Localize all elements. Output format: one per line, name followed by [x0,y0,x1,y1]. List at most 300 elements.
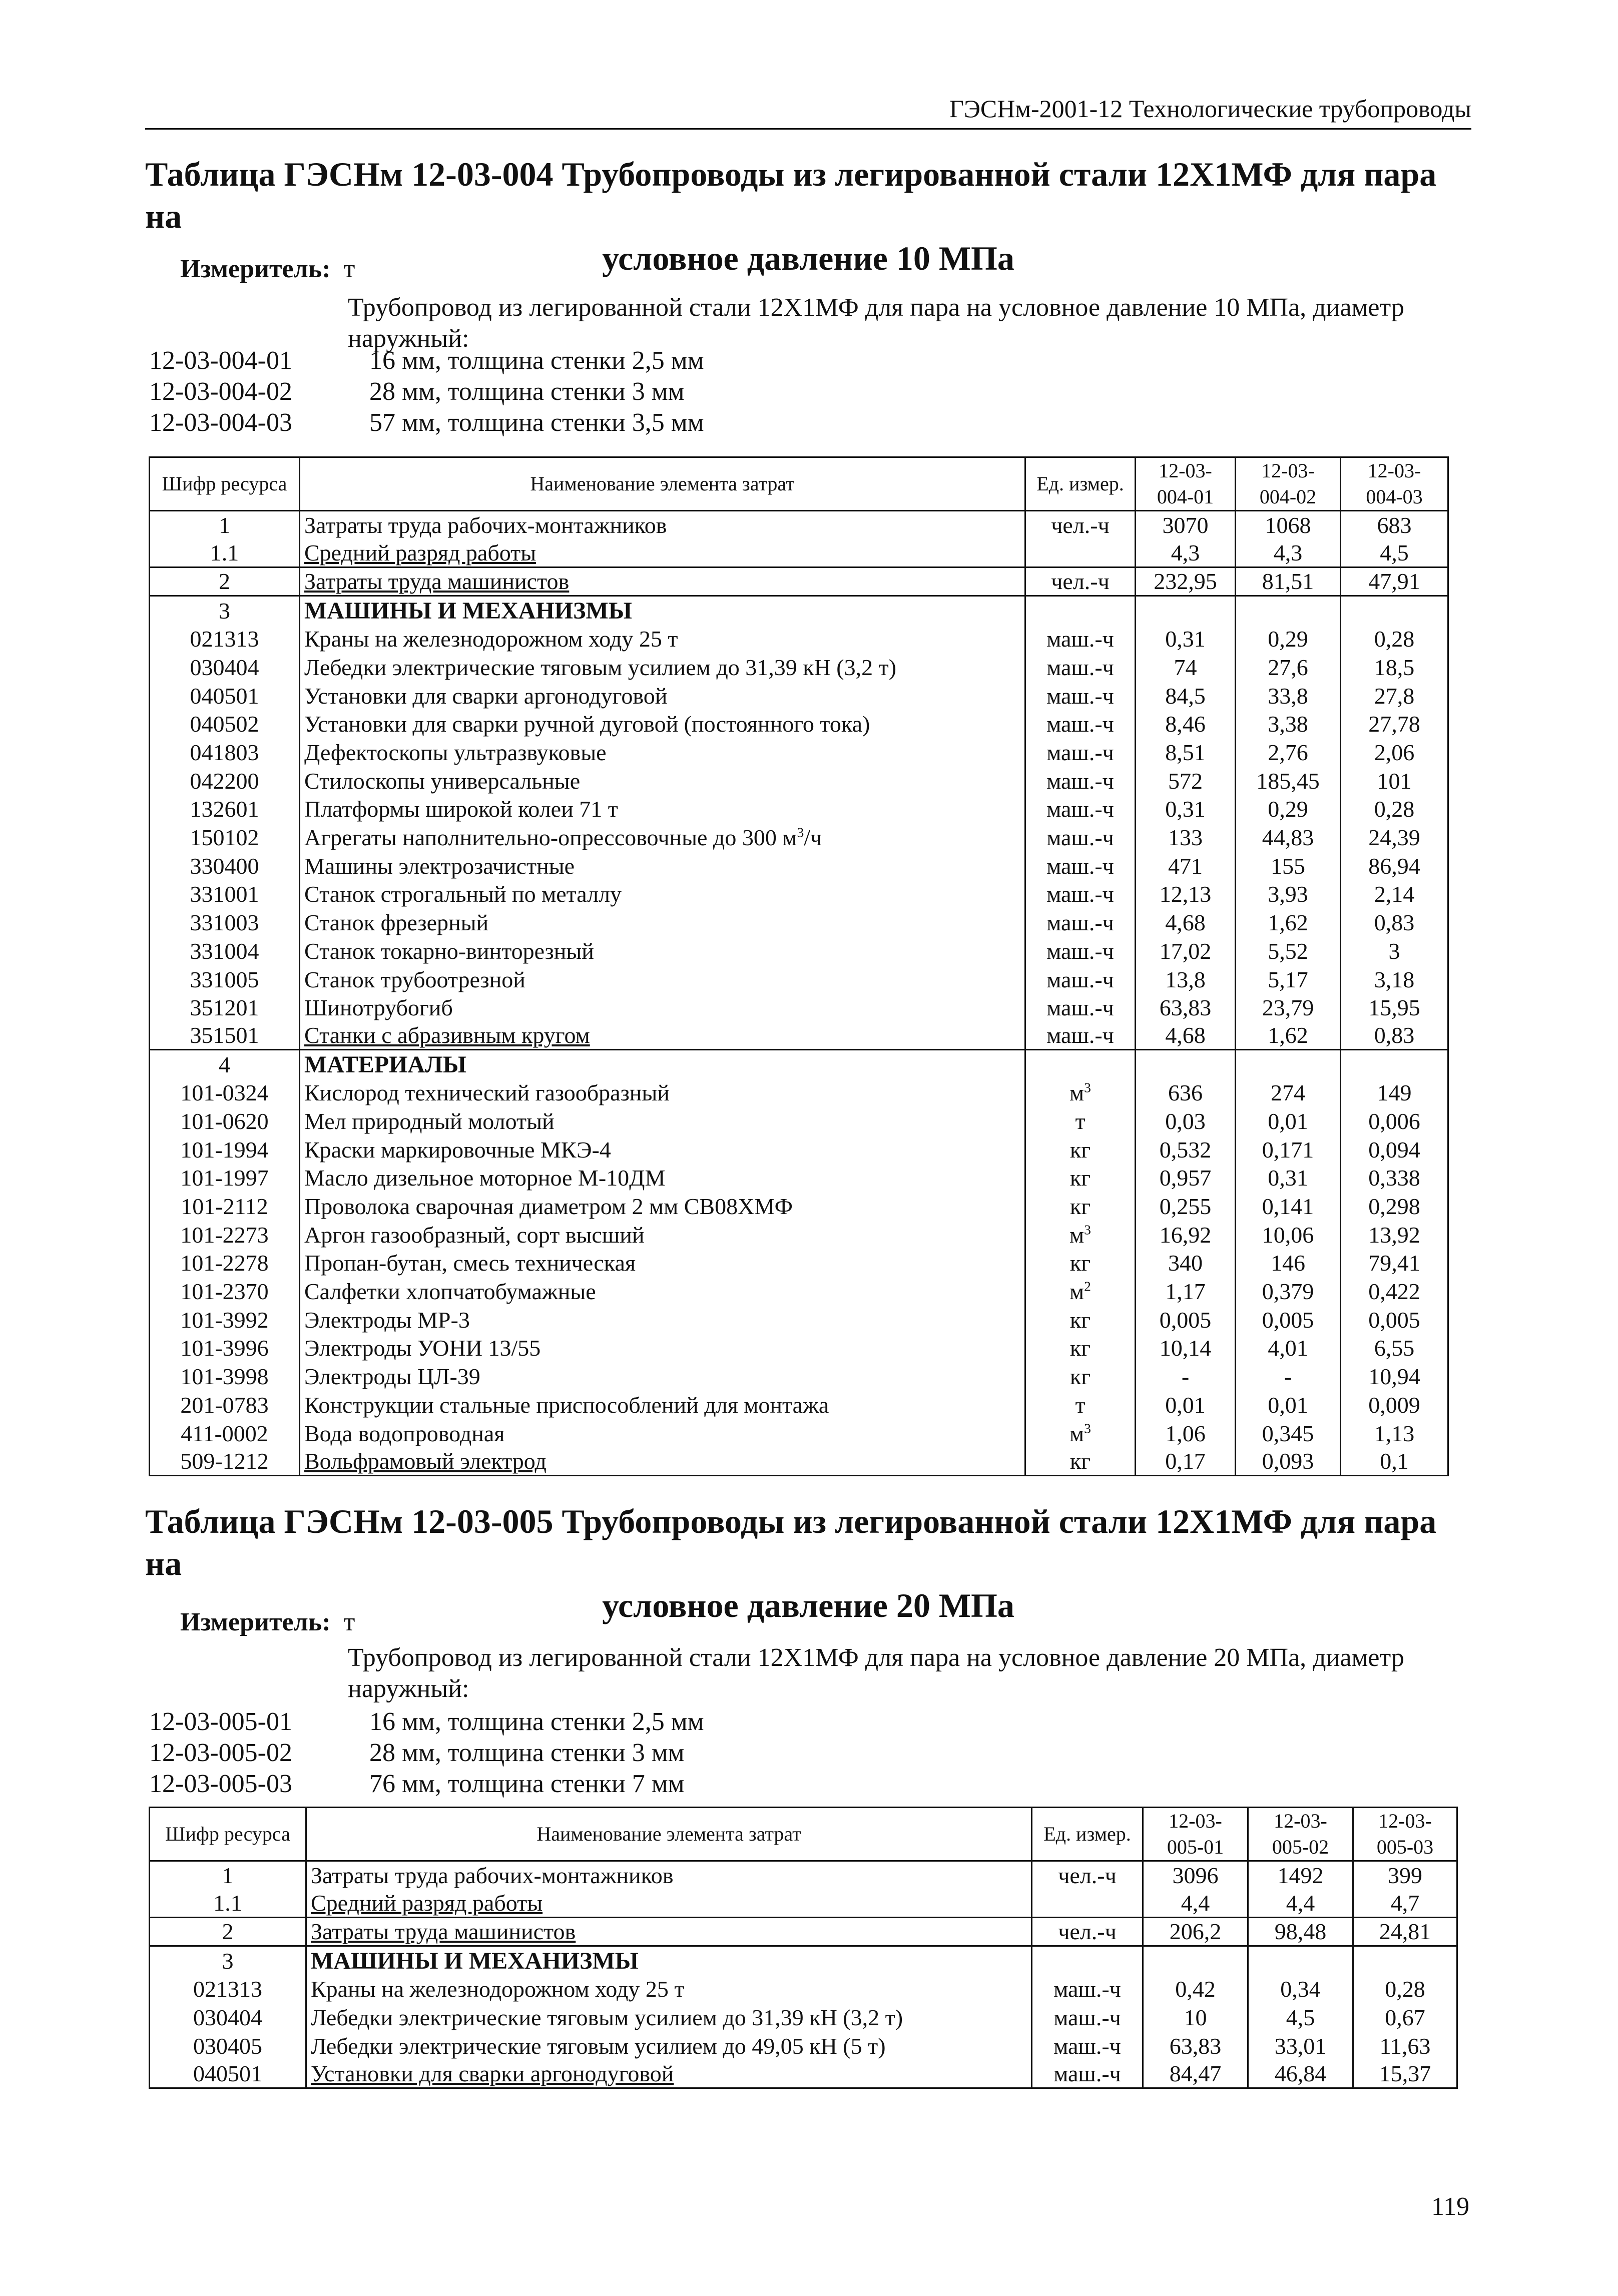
cell-value: 3 [1341,936,1448,965]
cell-value: 4,68 [1136,908,1236,936]
cell-unit: $м^3$ [1025,1078,1136,1107]
cell-value: - [1136,1362,1236,1390]
cell-value: 4,01 [1236,1334,1341,1362]
cell-unit: маш.-ч [1025,738,1136,766]
cell-code: 330400 [150,851,300,880]
cell-value: 133 [1136,823,1236,851]
cell-value: 0,03 [1136,1106,1236,1135]
table-row [150,1277,1448,1305]
cell-unit: маш.-ч [1025,653,1136,681]
cell-value: 15,95 [1341,993,1448,1022]
variant-text: 28 мм, толщина стенки 3 мм [369,1739,685,1767]
cell-value: 3,18 [1341,965,1448,993]
cell-value: 17,02 [1136,936,1236,965]
cell-value [1143,1946,1248,1975]
cell-name: Масло дизельное моторное М-10ДМ [300,1164,1025,1192]
cell-code: 101-3998 [150,1362,300,1390]
cell-value: 0,532 [1136,1135,1236,1164]
cell-value: 1,13 [1341,1419,1448,1447]
page-number: 119 [1431,2192,1470,2221]
cell-value: 4,3 [1136,539,1236,567]
variant-code: 12-03-005-03 [149,1770,292,1798]
cell-code: 101-3992 [150,1305,300,1334]
table2-resources [149,1807,1458,2089]
cell-value: 0,009 [1341,1390,1448,1419]
cell-value: 10,06 [1236,1220,1341,1249]
cell-name: Электроды МР-3 [300,1305,1025,1334]
cell-name: Стилоскопы универсальные [300,766,1025,795]
table-row [150,1861,1457,1890]
cell-value: 2,14 [1341,880,1448,908]
cell-name: Салфетки хлопчатобумажные [300,1277,1025,1305]
cell-code: 331003 [150,908,300,936]
cell-name: Станки с абразивным кругом [300,1021,1025,1050]
variant-text: 76 мм, толщина стенки 7 мм [369,1770,685,1798]
col-variant-header: 12-03- 004-01 [1136,457,1236,511]
cell-name: Дефектоскопы ультразвуковые [300,738,1025,766]
cell-name: Установки для сварки аргонодуговой [306,2060,1032,2088]
table-row [150,511,1448,539]
cell-code: 4 [150,1050,300,1078]
cell-code: 150102 [150,823,300,851]
cell-value: 0,67 [1353,2003,1457,2031]
cell-unit: чел.-ч [1032,1918,1143,1946]
cell-name: Затраты труда рабочих-монтажников [306,1861,1032,1890]
table1-meter [180,254,355,284]
cell-value: 0,29 [1236,625,1341,653]
cell-code: 2 [150,567,300,596]
cell-value: 1,62 [1236,908,1341,936]
table-row [150,1889,1457,1918]
cell-value: 10,14 [1136,1334,1236,1362]
cell-value: 0,31 [1136,625,1236,653]
cell-unit: маш.-ч [1025,936,1136,965]
table-row [150,1975,1457,2003]
table1-meter-label: Измеритель: [180,255,331,283]
cell-code: 101-3996 [150,1334,300,1362]
cell-name: Аргон газообразный, сорт высший [300,1220,1025,1249]
table-row [150,567,1448,596]
table2-body [150,1861,1457,2088]
variant-code: 12-03-004-02 [149,377,292,406]
cell-unit: маш.-ч [1032,2003,1143,2031]
cell-value: 3,93 [1236,880,1341,908]
cell-value: 155 [1236,851,1341,880]
cell-value: 18,5 [1341,653,1448,681]
cell-value: 4,4 [1248,1889,1353,1918]
cell-code: 021313 [150,625,300,653]
cell-name: Краны на железнодорожном ходу 25 т [300,625,1025,653]
table2-meter [180,1607,355,1637]
cell-name: Агрегаты наполнительно-опрессовочные до 300 $м^3/ч$ [300,823,1025,851]
cell-code: 040501 [150,2060,306,2088]
table2-title-line2: условное давление 20 МПа [602,1586,1014,1624]
table-row [150,1135,1448,1164]
cell-code: 101-2112 [150,1192,300,1220]
cell-value: 0,957 [1136,1164,1236,1192]
cell-unit: кг [1025,1305,1136,1334]
cell-value: 146 [1236,1249,1341,1277]
cell-unit: маш.-ч [1025,851,1136,880]
cell-name: Вольфрамовый электрод [300,1447,1025,1476]
table-row [150,1220,1448,1249]
cell-value: 4,4 [1143,1889,1248,1918]
cell-value: 0,34 [1248,1975,1353,2003]
cell-unit: маш.-ч [1032,2060,1143,2088]
cell-unit: $м^3$ [1025,1419,1136,1447]
cell-value: 1,62 [1236,1021,1341,1050]
cell-value: 0,01 [1236,1390,1341,1419]
cell-value: 1068 [1236,511,1341,539]
cell-value: 3096 [1143,1861,1248,1890]
table1-description: Трубопровод из легированной стали 12Х1МФ для пара на условное давление 10 МПа, диаметр наружный: [348,293,1404,353]
cell-name: Затраты труда рабочих-монтажников [300,511,1025,539]
cell-code: 3 [150,596,300,625]
table2-meter-label: Измеритель: [180,1608,331,1636]
cell-code: 030405 [150,2031,306,2060]
cell-unit: маш.-ч [1025,1021,1136,1050]
cell-value: 1,17 [1136,1277,1236,1305]
cell-value: 3070 [1136,511,1236,539]
cell-unit: $м^3$ [1025,1220,1136,1249]
cell-unit [1025,539,1136,567]
cell-value: 63,83 [1136,993,1236,1022]
cell-value [1248,1946,1353,1975]
cell-name: Пропан-бутан, смесь техническая [300,1249,1025,1277]
cell-value: 12,13 [1136,880,1236,908]
cell-value: 23,79 [1236,993,1341,1022]
cell-value: 0,83 [1341,1021,1448,1050]
cell-name: МАШИНЫ И МЕХАНИЗМЫ [300,596,1025,625]
cell-unit: кг [1025,1334,1136,1362]
table-row [150,1164,1448,1192]
table-row [150,1021,1448,1050]
cell-value [1341,596,1448,625]
cell-unit: кг [1025,1362,1136,1390]
cell-unit: маш.-ч [1025,993,1136,1022]
cell-unit: кг [1025,1249,1136,1277]
cell-value: 84,5 [1136,681,1236,710]
cell-value: 74 [1136,653,1236,681]
cell-value: 206,2 [1143,1918,1248,1946]
table-row [150,766,1448,795]
cell-unit: маш.-ч [1025,625,1136,653]
col-code-header: Шифр ресурса [150,457,300,511]
cell-value: 0,01 [1236,1106,1341,1135]
col-variant-header: 12-03- 005-02 [1248,1808,1353,1861]
cell-value: 4,7 [1353,1889,1457,1918]
cell-unit: маш.-ч [1025,710,1136,738]
cell-value: 0,005 [1236,1305,1341,1334]
cell-name: Платформы широкой колеи 71 т [300,795,1025,823]
table-row [150,908,1448,936]
cell-value: 0,28 [1341,625,1448,653]
cell-unit: кг [1025,1135,1136,1164]
cell-name: Вода водопроводная [300,1419,1025,1447]
table2-description: Трубопровод из легированной стали 12Х1МФ для пара на условное давление 20 МПа, диаметр наружный: [348,1643,1404,1703]
cell-code: 1 [150,1861,306,1890]
running-header: ГЭСНм-2001-12 Технологические трубопроводы [949,95,1471,123]
cell-value: 27,8 [1341,681,1448,710]
cell-value: 2,76 [1236,738,1341,766]
cell-value: 4,3 [1236,539,1341,567]
table-row [150,596,1448,625]
cell-unit: маш.-ч [1025,880,1136,908]
cell-unit: кг [1025,1192,1136,1220]
table-row [150,1946,1457,1975]
col-variant-header: 12-03- 005-01 [1143,1808,1248,1861]
table-row [150,1447,1448,1476]
cell-value: 683 [1341,511,1448,539]
cell-value: 0,422 [1341,1277,1448,1305]
cell-unit: маш.-ч [1025,766,1136,795]
cell-value: 86,94 [1341,851,1448,880]
cell-code: 042200 [150,766,300,795]
cell-code: 021313 [150,1975,306,2003]
cell-code: 040501 [150,681,300,710]
cell-unit: чел.-ч [1025,511,1136,539]
cell-value: 63,83 [1143,2031,1248,2060]
cell-value: 27,6 [1236,653,1341,681]
cell-name: Электроды ЦЛ-39 [300,1362,1025,1390]
cell-unit: маш.-ч [1025,965,1136,993]
col-unit-header: Ед. измер. [1025,457,1136,511]
cell-code: 3 [150,1946,306,1975]
cell-value: 33,8 [1236,681,1341,710]
cell-code: 1.1 [150,1889,306,1918]
cell-unit: кг [1025,1447,1136,1476]
table-row [150,1106,1448,1135]
table-row [150,823,1448,851]
cell-value: 15,37 [1353,2060,1457,2088]
table-row [150,1362,1448,1390]
cell-value: 0,094 [1341,1135,1448,1164]
cell-value: 13,8 [1136,965,1236,993]
cell-value: 185,45 [1236,766,1341,795]
cell-value [1136,1050,1236,1078]
cell-name: Станок строгальный по металлу [300,880,1025,908]
cell-name: Затраты труда машинистов [300,567,1025,596]
cell-code: 101-0324 [150,1078,300,1107]
cell-name: Станок токарно-винторезный [300,936,1025,965]
cell-code: 101-2278 [150,1249,300,1277]
cell-name: Машины электрозачистные [300,851,1025,880]
cell-value: 6,55 [1341,1334,1448,1362]
cell-value: 1492 [1248,1861,1353,1890]
cell-value: 44,83 [1236,823,1341,851]
table-row [150,2031,1457,2060]
cell-value: 47,91 [1341,567,1448,596]
cell-unit: чел.-ч [1032,1861,1143,1890]
cell-value: 149 [1341,1078,1448,1107]
cell-code: 351501 [150,1021,300,1050]
variant-code: 12-03-004-01 [149,346,292,375]
cell-code: 411-0002 [150,1419,300,1447]
cell-value: 0,83 [1341,908,1448,936]
table-row [150,1192,1448,1220]
variant-text: 16 мм, толщина стенки 2,5 мм [369,1707,704,1736]
table-row [150,625,1448,653]
cell-value: - [1236,1362,1341,1390]
table1-meter-value: т [343,255,355,283]
table2-title-line1: Таблица ГЭСНм 12-03-005 Трубопроводы из легированной стали 12Х1МФ для пара на [145,1502,1437,1582]
table-row [150,993,1448,1022]
cell-value: 340 [1136,1249,1236,1277]
cell-value [1136,596,1236,625]
cell-value: 3,38 [1236,710,1341,738]
col-variant-header: 12-03- 004-02 [1236,457,1341,511]
cell-value: 0,1 [1341,1447,1448,1476]
cell-value: 5,17 [1236,965,1341,993]
col-name-header: Наименование элемента затрат [306,1808,1032,1861]
cell-value: 11,63 [1353,2031,1457,2060]
cell-value: 0,29 [1236,795,1341,823]
cell-name: Конструкции стальные приспособлений для монтажа [300,1390,1025,1419]
cell-value: 13,92 [1341,1220,1448,1249]
cell-value: 0,379 [1236,1277,1341,1305]
cell-name: Краны на железнодорожном ходу 25 т [306,1975,1032,2003]
cell-code: 101-0620 [150,1106,300,1135]
table-row [150,1249,1448,1277]
cell-value: 0,298 [1341,1192,1448,1220]
table1-title-line1: Таблица ГЭСНм 12-03-004 Трубопроводы из легированной стали 12Х1МФ для пара на [145,155,1437,235]
cell-name: Кислород технический газообразный [300,1078,1025,1107]
cell-value: 0,338 [1341,1164,1448,1192]
cell-unit: кг [1025,1164,1136,1192]
cell-name: Лебедки электрические тяговым усилием до 49,05 кН (5 т) [306,2031,1032,2060]
cell-name: Лебедки электрические тяговым усилием до 31,39 кН (3,2 т) [300,653,1025,681]
cell-name: Мел природный молотый [300,1106,1025,1135]
cell-value: 8,51 [1136,738,1236,766]
cell-value: 101 [1341,766,1448,795]
cell-code: 101-2273 [150,1220,300,1249]
cell-value: 0,42 [1143,1975,1248,2003]
col-code-header: Шифр ресурса [150,1808,306,1861]
table2-meter-value: т [343,1608,355,1636]
table-row [150,1334,1448,1362]
cell-value: 24,81 [1353,1918,1457,1946]
cell-code: 030404 [150,2003,306,2031]
cell-value: 399 [1353,1861,1457,1890]
cell-value: 0,31 [1136,795,1236,823]
cell-code: 331004 [150,936,300,965]
header-rule [145,128,1471,130]
cell-value: 0,345 [1236,1419,1341,1447]
cell-value [1353,1946,1457,1975]
cell-value: 572 [1136,766,1236,795]
cell-code: 040502 [150,710,300,738]
cell-code: 030404 [150,653,300,681]
cell-value: 0,28 [1353,1975,1457,2003]
cell-name: МАШИНЫ И МЕХАНИЗМЫ [306,1946,1032,1975]
cell-value: 4,5 [1341,539,1448,567]
cell-name: МАТЕРИАЛЫ [300,1050,1025,1078]
cell-value: 33,01 [1248,2031,1353,2060]
variant-code: 12-03-005-01 [149,1707,292,1736]
table1-title-line2: условное давление 10 МПа [602,239,1014,277]
cell-value: 0,31 [1236,1164,1341,1192]
cell-value: 5,52 [1236,936,1341,965]
cell-value: 0,006 [1341,1106,1448,1135]
cell-unit: маш.-ч [1032,2031,1143,2060]
cell-unit: маш.-ч [1032,1975,1143,2003]
cell-value: 0,141 [1236,1192,1341,1220]
col-unit-header: Ед. измер. [1032,1808,1143,1861]
table-row [150,710,1448,738]
cell-value: 0,01 [1136,1390,1236,1419]
cell-value [1236,1050,1341,1078]
cell-code: 1 [150,511,300,539]
cell-value: 471 [1136,851,1236,880]
cell-value: 232,95 [1136,567,1236,596]
cell-code: 101-2370 [150,1277,300,1305]
table-row [150,1419,1448,1447]
cell-code: 351201 [150,993,300,1022]
cell-value: 274 [1236,1078,1341,1107]
cell-value: 27,78 [1341,710,1448,738]
cell-code: 2 [150,1918,306,1946]
cell-code: 201-0783 [150,1390,300,1419]
cell-name: Лебедки электрические тяговым усилием до 31,39 кН (3,2 т) [306,2003,1032,2031]
cell-value: 0,093 [1236,1447,1341,1476]
cell-value: 0,17 [1136,1447,1236,1476]
cell-name: Электроды УОНИ 13/55 [300,1334,1025,1362]
cell-unit: т [1025,1106,1136,1135]
cell-unit: маш.-ч [1025,823,1136,851]
cell-name: Краски маркировочные МКЭ-4 [300,1135,1025,1164]
cell-value: 2,06 [1341,738,1448,766]
table-row [150,1390,1448,1419]
cell-unit: т [1025,1390,1136,1419]
cell-unit [1032,1889,1143,1918]
table-row [150,851,1448,880]
variant-text: 57 мм, толщина стенки 3,5 мм [369,408,704,437]
col-variant-header: 12-03- 004-03 [1341,457,1448,511]
cell-unit: $м^2$ [1025,1277,1136,1305]
cell-unit [1032,1946,1143,1975]
cell-value: 24,39 [1341,823,1448,851]
cell-code: 041803 [150,738,300,766]
cell-code: 101-1994 [150,1135,300,1164]
cell-value: 0,28 [1341,795,1448,823]
table-row [150,936,1448,965]
cell-value: 10,94 [1341,1362,1448,1390]
table-row [150,880,1448,908]
cell-value: 636 [1136,1078,1236,1107]
cell-name: Установки для сварки ручной дуговой (постоянного тока) [300,710,1025,738]
variant-text: 16 мм, толщина стенки 2,5 мм [369,346,704,375]
cell-unit [1025,1050,1136,1078]
cell-value: 0,005 [1341,1305,1448,1334]
cell-name: Шинотрубогиб [300,993,1025,1022]
variant-code: 12-03-004-03 [149,408,292,437]
variant-code: 12-03-005-02 [149,1739,292,1767]
cell-code: 132601 [150,795,300,823]
cell-unit [1025,596,1136,625]
cell-name: Средний разряд работы [306,1889,1032,1918]
table-row [150,738,1448,766]
cell-unit: маш.-ч [1025,681,1136,710]
table-row [150,1050,1448,1078]
table-row [150,2060,1457,2088]
table-row [150,1918,1457,1946]
cell-value: 4,68 [1136,1021,1236,1050]
cell-unit: маш.-ч [1025,795,1136,823]
cell-value: 79,41 [1341,1249,1448,1277]
table-row [150,1305,1448,1334]
table-row [150,965,1448,993]
cell-code: 1.1 [150,539,300,567]
